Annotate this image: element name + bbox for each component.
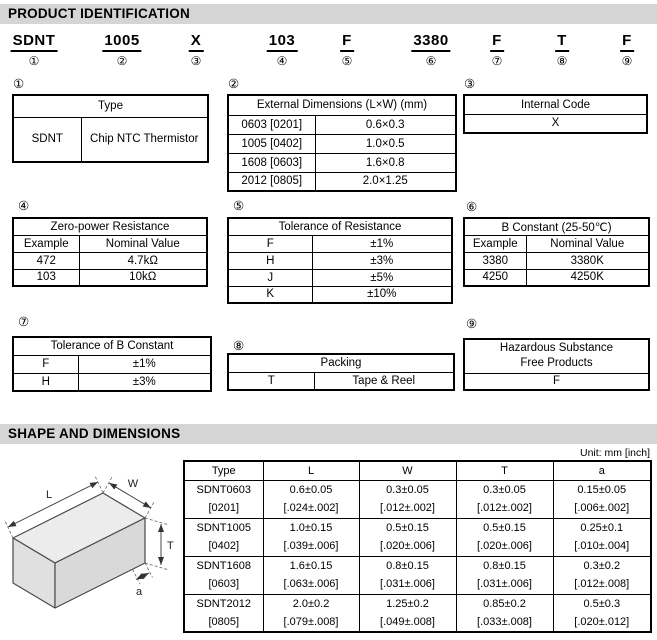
table-cell: 3380 bbox=[464, 252, 526, 269]
table-cell: 0.85±0.2 [.033±.008] bbox=[456, 594, 553, 632]
table-title: Internal Code bbox=[464, 95, 647, 114]
table-number-label: ④ bbox=[18, 199, 30, 213]
table-cell: 1.6±0.15 [.063±.006] bbox=[263, 556, 359, 594]
column-header: Nominal Value bbox=[79, 235, 207, 252]
table-cell: 0.3±0.05 [.012±.002] bbox=[359, 480, 456, 518]
packing-table bbox=[227, 353, 455, 391]
table-title: Zero-power Resistance bbox=[13, 218, 207, 235]
table-cell: 0.15±0.05 [.006±.002] bbox=[553, 480, 651, 518]
segment-number: ⑥ bbox=[425, 54, 437, 68]
table-cell: Chip NTC Thermistor bbox=[81, 117, 208, 162]
table-cell: 4250K bbox=[526, 269, 649, 286]
table-title-line1: Hazardous Substance bbox=[499, 342, 614, 355]
segment-number: ⑦ bbox=[491, 54, 503, 68]
zero-power-resistance-table bbox=[12, 217, 208, 287]
table-cell: 0.6±0.05 [.024±.002] bbox=[263, 480, 359, 518]
table-cell: SDNT0603 [0201] bbox=[184, 480, 263, 518]
column-header: a bbox=[553, 461, 651, 480]
table-cell: 1.25±0.2 [.049±.008] bbox=[359, 594, 456, 632]
chip-drawing bbox=[5, 462, 180, 632]
table-cell: 0.5±0.15 [.020±.006] bbox=[359, 518, 456, 556]
table-cell: 0.3±0.2 [.012±.008] bbox=[553, 556, 651, 594]
table-cell: ±3% bbox=[78, 373, 211, 391]
table-cell: ±1% bbox=[312, 235, 452, 252]
table-title-line2: Free Products bbox=[520, 357, 593, 370]
table-cell: 0.25±0.1 [.010±.004] bbox=[553, 518, 651, 556]
table-cell: 4.7kΩ bbox=[79, 252, 207, 269]
part-code: 103 bbox=[267, 32, 298, 52]
part-number-segment bbox=[340, 32, 354, 68]
table-cell: ±10% bbox=[312, 286, 452, 303]
part-code: 3380 bbox=[411, 32, 450, 52]
segment-number: ⑧ bbox=[556, 54, 568, 68]
table-cell: 1.6×0.8 bbox=[315, 153, 456, 172]
part-number-segment bbox=[620, 32, 634, 68]
type-table bbox=[12, 94, 209, 163]
table-cell: 2.0×1.25 bbox=[315, 172, 456, 191]
table-cell: 0.3±0.05 [.012±.002] bbox=[456, 480, 553, 518]
section-header-shape-dimensions: SHAPE AND DIMENSIONS bbox=[0, 424, 657, 444]
part-number-segment bbox=[490, 32, 504, 68]
segment-number: ⑤ bbox=[341, 54, 353, 68]
part-number-segment bbox=[11, 32, 58, 68]
column-header: Example bbox=[464, 235, 526, 252]
table-cell: 472 bbox=[13, 252, 79, 269]
table-cell: 1.0×0.5 bbox=[315, 134, 456, 153]
part-code: X bbox=[189, 32, 204, 52]
table-number-label: ③ bbox=[464, 77, 476, 91]
internal-code-table bbox=[463, 94, 648, 134]
table-cell: 1005 [0402] bbox=[228, 134, 315, 153]
part-code: F bbox=[340, 32, 354, 52]
table-title bbox=[464, 339, 649, 373]
dimension-label-t: T bbox=[167, 540, 174, 552]
part-code: T bbox=[555, 32, 569, 52]
table-cell: ±3% bbox=[312, 252, 452, 269]
table-cell: 0603 [0201] bbox=[228, 115, 315, 134]
table-cell: 2012 [0805] bbox=[228, 172, 315, 191]
table-number-label: ⑦ bbox=[18, 315, 30, 329]
table-cell: 0.5±0.15 [.020±.006] bbox=[456, 518, 553, 556]
column-header: T bbox=[456, 461, 553, 480]
table-cell: F bbox=[228, 235, 312, 252]
external-dimensions-table bbox=[227, 94, 457, 192]
part-number-segment bbox=[267, 32, 298, 68]
table-cell: H bbox=[13, 373, 78, 391]
table-cell: 0.8±0.15 [.031±.006] bbox=[359, 556, 456, 594]
tolerance-of-resistance-table bbox=[227, 217, 453, 304]
table-cell: Tape & Reel bbox=[314, 372, 454, 390]
table-cell: F bbox=[13, 355, 78, 373]
table-title: Tolerance of Resistance bbox=[228, 218, 452, 235]
dimension-label-l: L bbox=[45, 489, 53, 501]
table-number-label: ⑨ bbox=[466, 317, 478, 331]
segment-number: ① bbox=[28, 54, 40, 68]
part-code: F bbox=[490, 32, 504, 52]
column-header: Nominal Value bbox=[526, 235, 649, 252]
table-cell: SDNT bbox=[13, 117, 81, 162]
table-title: Type bbox=[13, 95, 208, 117]
table-number-label: ⑥ bbox=[466, 200, 478, 214]
segment-number: ② bbox=[116, 54, 128, 68]
table-cell: ±5% bbox=[312, 269, 452, 286]
section-header-product-identification: PRODUCT IDENTIFICATION bbox=[0, 4, 657, 24]
table-cell: J bbox=[228, 269, 312, 286]
table-title: Packing bbox=[228, 354, 454, 372]
table-cell: 0.6×0.3 bbox=[315, 115, 456, 134]
part-number-segment bbox=[411, 32, 450, 68]
table-cell: 0.5±0.3 [.020±.012] bbox=[553, 594, 651, 632]
table-cell: 0.8±0.15 [.031±.006] bbox=[456, 556, 553, 594]
table-cell: 2.0±0.2 [.079±.008] bbox=[263, 594, 359, 632]
dimension-label-a: a bbox=[135, 586, 143, 598]
table-cell: K bbox=[228, 286, 312, 303]
table-cell: SDNT1608 [0603] bbox=[184, 556, 263, 594]
segment-number: ⑨ bbox=[621, 54, 633, 68]
part-code: SDNT bbox=[11, 32, 58, 52]
table-cell: SDNT1005 [0402] bbox=[184, 518, 263, 556]
table-title: Tolerance of B Constant bbox=[13, 337, 211, 355]
dimensions-table bbox=[183, 460, 652, 633]
tolerance-of-b-constant-table bbox=[12, 336, 212, 392]
table-title: External Dimensions (L×W) (mm) bbox=[228, 95, 456, 115]
dimension-label-w: W bbox=[127, 478, 139, 490]
part-code: F bbox=[620, 32, 634, 52]
table-cell: 3380K bbox=[526, 252, 649, 269]
table-cell: ±1% bbox=[78, 355, 211, 373]
column-header: L bbox=[263, 461, 359, 480]
table-cell: 1.0±0.15 [.039±.006] bbox=[263, 518, 359, 556]
segment-number: ③ bbox=[190, 54, 202, 68]
column-header: W bbox=[359, 461, 456, 480]
table-number-label: ② bbox=[228, 77, 240, 91]
table-cell: F bbox=[464, 373, 649, 390]
column-header: Type bbox=[184, 461, 263, 480]
table-number-label: ① bbox=[13, 77, 25, 91]
table-cell: T bbox=[228, 372, 314, 390]
table-cell: H bbox=[228, 252, 312, 269]
table-cell: 1608 [0603] bbox=[228, 153, 315, 172]
table-cell: 4250 bbox=[464, 269, 526, 286]
part-number-segment bbox=[102, 32, 141, 68]
part-number-segment bbox=[189, 32, 204, 68]
part-number-segment bbox=[555, 32, 569, 68]
b-constant-table bbox=[463, 217, 650, 287]
hazardous-substance-table bbox=[463, 338, 650, 391]
table-cell: 10kΩ bbox=[79, 269, 207, 286]
table-cell: X bbox=[464, 114, 647, 133]
table-number-label: ⑤ bbox=[233, 199, 245, 213]
segment-number: ④ bbox=[276, 54, 288, 68]
unit-note: Unit: mm [inch] bbox=[579, 447, 650, 459]
table-cell: 103 bbox=[13, 269, 79, 286]
table-cell: SDNT2012 [0805] bbox=[184, 594, 263, 632]
part-code: 1005 bbox=[102, 32, 141, 52]
table-title: B Constant (25-50℃) bbox=[464, 218, 649, 235]
table-number-label: ⑧ bbox=[233, 339, 245, 353]
column-header: Example bbox=[13, 235, 79, 252]
